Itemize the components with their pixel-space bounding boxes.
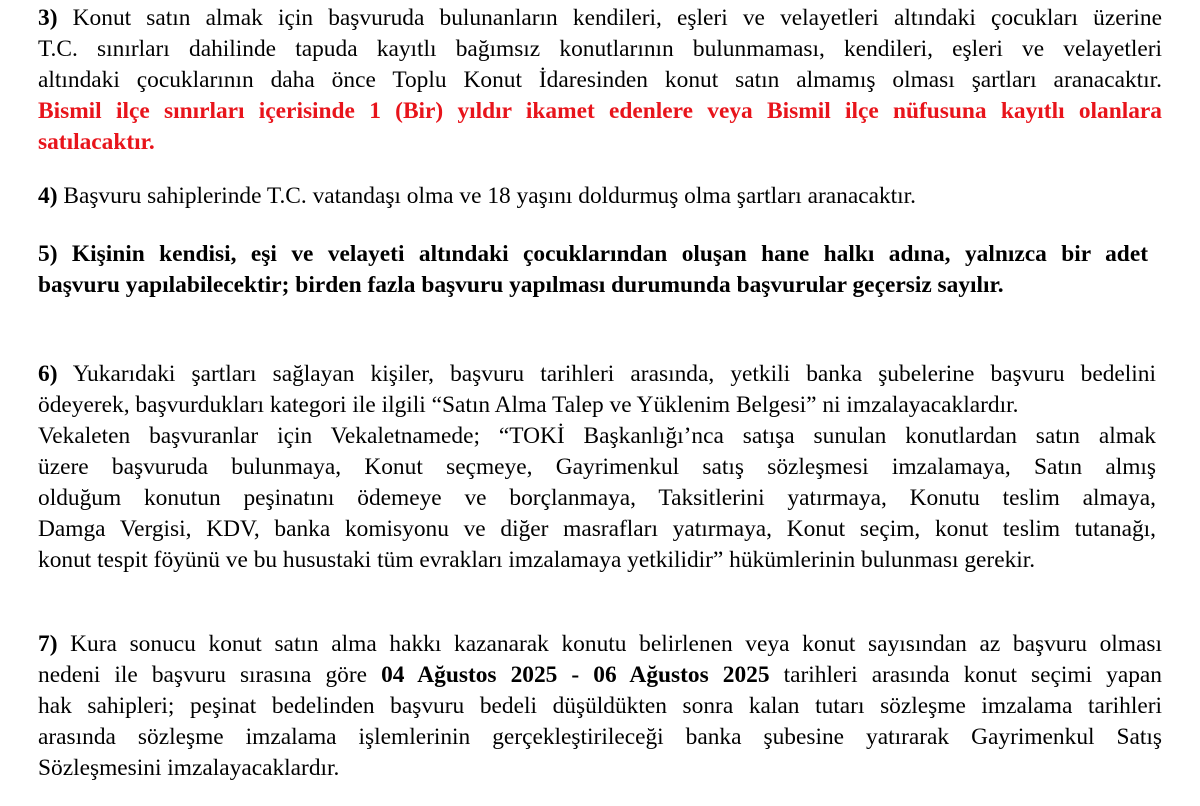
paragraph-6-line-4: üzere başvuruda bulunmaya, Konut seçmeye, Gayrimenkul satış sözleşmesi imzalamaya, Satın almış [38,454,1156,480]
paragraph-7-line-1 [38,629,1162,660]
paragraph-6-line-5: olduğum konutun peşinatını ödemeye ve borçlanmaya, Taksitlerini yatırmaya, Konutu teslim almaya, [38,485,1156,511]
paragraph-7 [38,629,1162,784]
paragraph-7-line-5: Sözleşmesini imzalayacaklardır. [38,755,340,781]
paragraph-6 [38,359,1156,576]
paragraph-6-line-1 [38,359,1156,390]
paragraph-text: Başvuru sahiplerinde T.C. vatandaşı olma ve 18 yaşını doldurmuş olma şartları aranacaktır. [57,183,917,209]
paragraph-6-line-2: ödeyerek, başvurdukları kategori ile ilgili “Satın Alma Talep ve Yüklenim Belgesi” ni imzalayacaklardır. [38,392,1019,418]
paragraph-number: 6) [38,361,58,387]
paragraph-4 [38,181,1162,212]
paragraph-3-line-2: T.C. sınırları dahilinde tapuda kayıtlı bağımsız konutlarının bulunmaması, kendileri, eşleri ve velayetleri [38,36,1162,62]
paragraph-5-line-1: 5) Kişinin kendisi, eşi ve velayeti altındaki çocuklarından oluşan hane halkı adına, yalnızca bir adet [38,241,1148,267]
paragraph-text: nedeni ile başvuru sırasına göre [38,662,382,688]
paragraph-6-line-6: Damga Vergisi, KDV, banka komisyonu ve diğer masrafları yatırmaya, Konut seçim, konut teslim tutanağı, [38,516,1156,542]
highlight-notice-line-1: Bismil ilçe sınırları içerisinde 1 (Bir) yıldır ikamet edenlere veya Bismil ilçe nüfusuna kayıtlı olanlara [38,98,1162,124]
paragraph-7-line-3: hak sahipleri; peşinat bedelinden başvuru bedeli düşüldükten sonra kalan tutarı sözleşme imzalama tarihleri [38,693,1162,719]
paragraph-3-line-1 [38,3,1162,34]
paragraph-number: 4) [38,183,58,209]
paragraph-7-line-4: arasında sözleşme imzalama işlemlerinin gerçekleştirileceği banka şubesine yatırarak Gayrimenkul Satış [38,724,1162,750]
paragraph-number: 7) [38,631,58,657]
paragraph-5 [38,239,1148,301]
paragraph-3 [38,3,1162,158]
paragraph-text: Konut satın almak için başvuruda bulunanların kendileri, eşleri ve velayetleri altındaki çocukları üzerine [57,5,1162,31]
paragraph-6-line-3: Vekaleten başvuranlar için Vekaletnamede; “TOKİ Başkanlığı’nca satışa sunulan konutlardan satın almak [38,423,1156,449]
paragraph-3-line-3: altındaki çocuklarının daha önce Toplu Konut İdaresinden konut satın almamış olması şartları aranacaktır. [38,67,1162,93]
paragraph-text: Yukarıdaki şartları sağlayan kişiler, başvuru tarihleri arasında, yetkili banka şubelerine başvuru bedelini [57,361,1156,387]
date-range: 04 Ağustos 2025 - 06 Ağustos 2025 [381,662,770,688]
highlight-notice-line-2: satılacaktır. [38,129,155,155]
paragraph-text: Kura sonucu konut satın alma hakkı kazanarak konutu belirlenen veya konut sayısından az başvuru olması [57,631,1162,657]
paragraph-7-line-2 [38,660,1162,691]
paragraph-6-line-7: konut tespit föyünü ve bu husustaki tüm evrakları imzalamaya yetkilidir” hükümlerinin bulunması gerekir. [38,547,1036,573]
paragraph-text: tarihleri arasında konut seçimi yapan [769,662,1162,688]
paragraph-5-line-2: başvuru yapılabilecektir; birden fazla başvuru yapılması durumunda başvurular geçersiz sayılır. [38,272,1004,298]
paragraph-number: 3) [38,5,58,31]
